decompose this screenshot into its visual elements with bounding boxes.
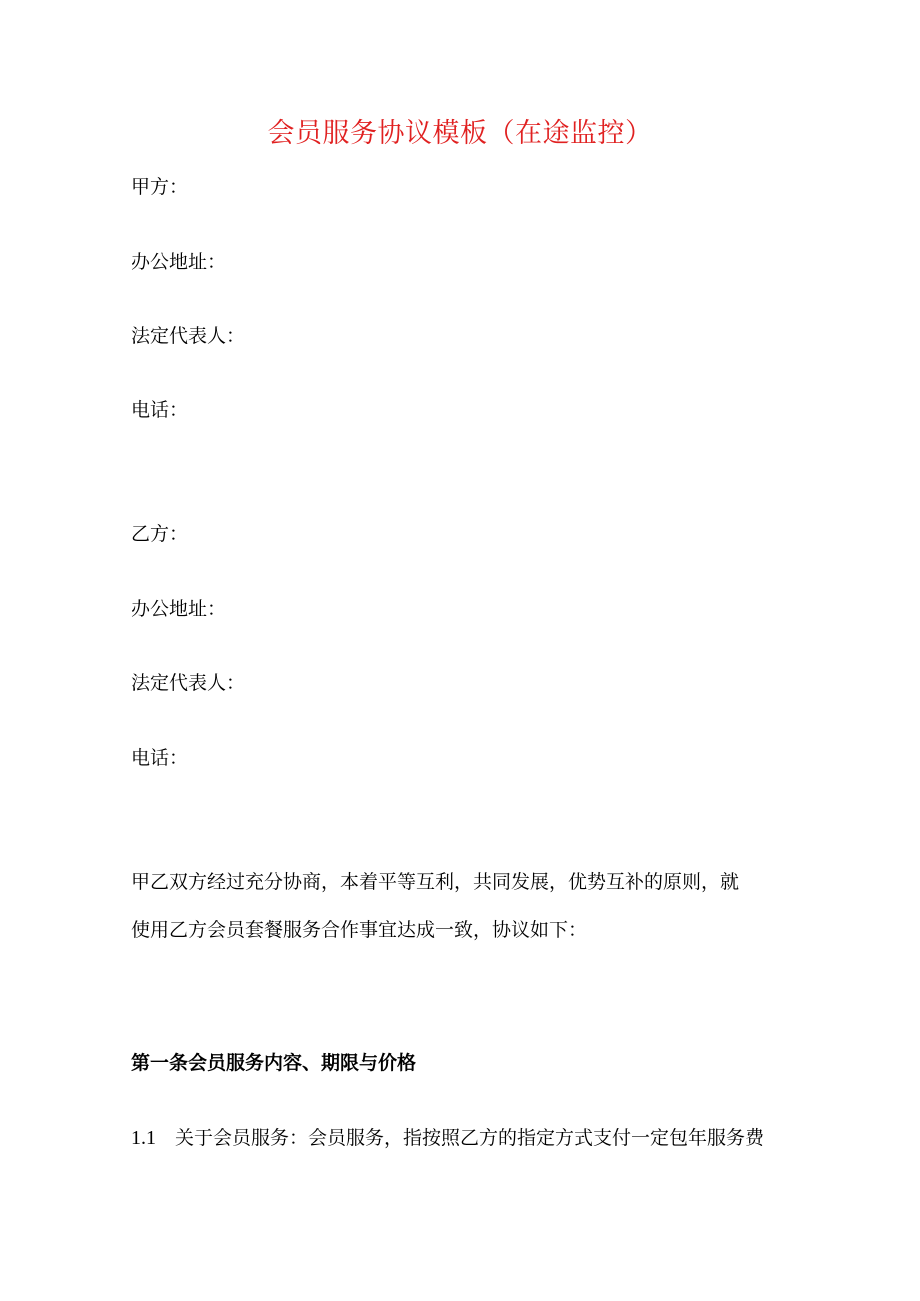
party-a-label: 甲方： — [131, 176, 189, 198]
party-a-representative-label: 法定代表人： — [131, 325, 246, 347]
party-b-phone-label: 电话： — [131, 747, 189, 769]
party-b-representative-label: 法定代表人： — [131, 672, 246, 694]
article-1-heading: 第一条会员服务内容、期限与价格 — [131, 1052, 417, 1074]
preamble-line-1: 甲乙双方经过充分协商，本着平等互利，共同发展，优势互补的原则，就 — [131, 871, 740, 893]
document-title: 会员服务协议模板（在途监控） — [267, 118, 653, 149]
party-b-address-label: 办公地址： — [131, 598, 227, 620]
party-a-address-label: 办公地址： — [131, 251, 227, 273]
clause-1-1 — [131, 1124, 764, 1152]
clause-1-1-number: 1.1 — [131, 1127, 156, 1149]
preamble-line-2: 使用乙方会员套餐服务合作事宜达成一致，协议如下： — [131, 919, 588, 941]
party-b-label: 乙方： — [131, 523, 189, 545]
party-a-phone-label: 电话： — [131, 399, 189, 421]
clause-1-1-text: 关于会员服务：会员服务，指按照乙方的指定方式支付一定包年服务费 — [175, 1127, 765, 1149]
